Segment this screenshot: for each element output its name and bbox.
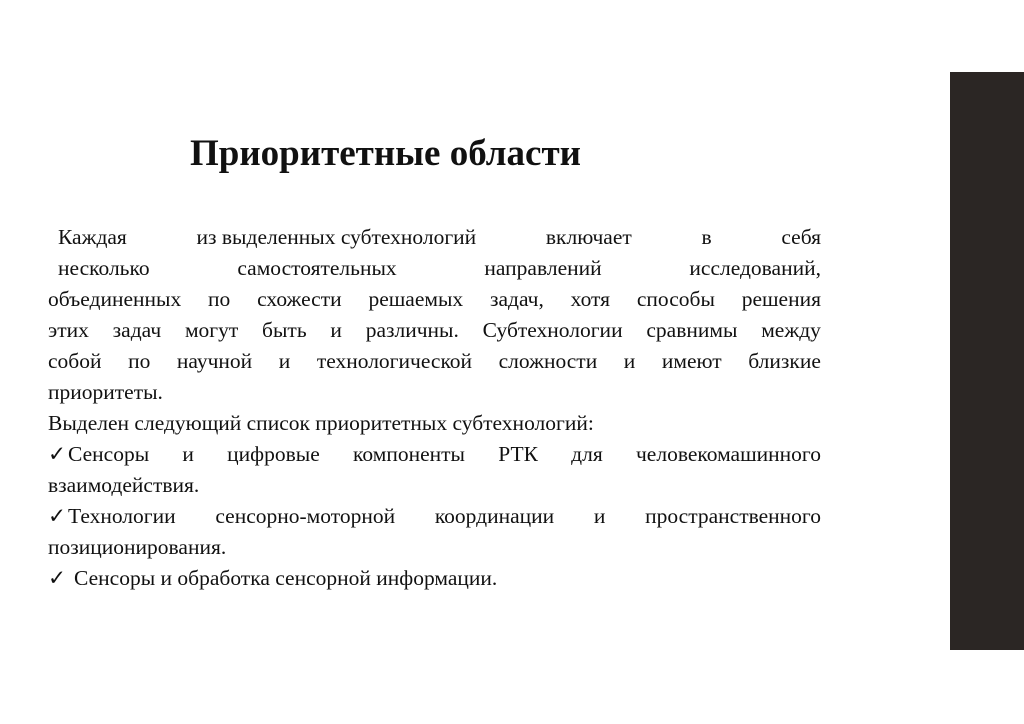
word: хотя (570, 287, 611, 311)
word: способы (636, 287, 715, 311)
intro-line (48, 284, 821, 315)
word: задач (112, 318, 162, 342)
word: Сенсоры и обработка сенсорной информации. (74, 566, 498, 590)
list-item-lead (48, 501, 176, 532)
word: цифровые (227, 442, 320, 466)
list-item-continuation (48, 532, 821, 563)
word: объединенных (48, 287, 182, 311)
word: Сенсоры (68, 442, 150, 466)
slide-title: Приоритетные области (190, 133, 581, 174)
word: человекомашинного (635, 442, 821, 466)
intro-line (48, 377, 821, 408)
word: взаимодействия. (48, 473, 200, 497)
intro-paragraph (48, 222, 821, 408)
word: и (623, 349, 636, 373)
word: компоненты (353, 442, 465, 466)
word: Каждая (58, 225, 127, 249)
word: и (278, 349, 291, 373)
word: по (208, 287, 231, 311)
intro-line (48, 315, 821, 346)
word: себя (781, 225, 821, 249)
word: могут (184, 318, 239, 342)
list-intro-line (48, 408, 821, 439)
word: решаемых (368, 287, 464, 311)
intro-line (48, 222, 821, 253)
word: близкие (748, 349, 821, 373)
intro-line (48, 346, 821, 377)
word: и (593, 504, 606, 528)
list-item (48, 439, 821, 470)
priority-list (48, 439, 821, 594)
word: быть (262, 318, 307, 342)
word: самостоятельных (237, 256, 397, 280)
word: исследований, (689, 256, 821, 280)
word: РТК (498, 442, 538, 466)
word: задач, (489, 287, 544, 311)
word: между (761, 318, 821, 342)
word: направлений (484, 256, 602, 280)
word: и (182, 442, 194, 466)
word: позиционирования. (48, 535, 227, 559)
word: этих (48, 318, 89, 342)
word: для (571, 442, 603, 466)
word: научной (176, 349, 253, 373)
list-item-lead (48, 439, 149, 470)
word: сложности (498, 349, 598, 373)
word: из выделенных субтехнологий (196, 225, 477, 249)
checkmark-icon: ✓ (48, 504, 67, 528)
checkmark-icon: ✓ (48, 442, 67, 466)
word: технологической (316, 349, 473, 373)
word: схожести (257, 287, 342, 311)
word: пространственного (645, 504, 821, 528)
word: имеют (661, 349, 722, 373)
word: собой (48, 349, 102, 373)
word: включает (545, 225, 632, 249)
word: Технологии (68, 504, 176, 528)
word: решения (741, 287, 821, 311)
list-item (48, 501, 821, 532)
word: несколько (58, 256, 150, 280)
word: приоритеты. (48, 380, 163, 404)
word: Субтехнологии (482, 318, 623, 342)
list-item-continuation (48, 470, 821, 501)
word: и (330, 318, 342, 342)
word: координации (434, 504, 555, 528)
intro-line (48, 253, 821, 284)
word: по (128, 349, 151, 373)
word: в (701, 225, 712, 249)
list-intro-text: Выделен следующий список приоритетных субтехнологий: (48, 411, 594, 435)
slide-body (48, 222, 821, 594)
word: различны. (365, 318, 459, 342)
checkmark-icon: ✓ (48, 566, 67, 590)
word: сенсорно-моторной (215, 504, 396, 528)
decorative-side-bar (950, 72, 1024, 650)
word: сравнимы (646, 318, 738, 342)
list-item (48, 563, 821, 594)
